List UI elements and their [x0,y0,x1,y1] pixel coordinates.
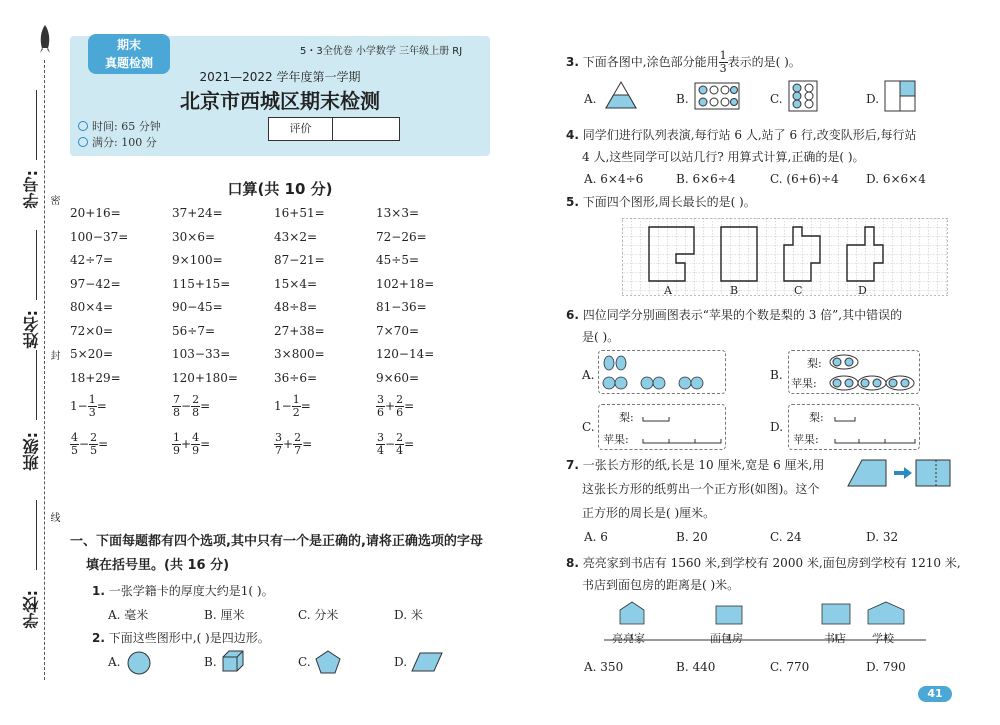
q6-picture-a [598,350,726,394]
q6-picture-b [788,350,920,394]
q3-option-d: D. [866,92,880,106]
q6-d-apple-label: 苹果: [793,433,819,446]
q5-label-a: A [664,284,672,297]
oral-item: 103−33= [172,347,231,361]
badge-line2: 真题检测 [104,56,153,70]
fraction-item: $\frac{7}{8}$ − $\frac{2}{8}$ = [173,393,211,419]
q8-line1: 8. 亮亮家到书店有 1560 米,到学校有 2000 米,面包房到学校有 1210 米, [566,556,961,570]
q6-line2: 是( )。 [582,330,620,344]
score-info: 满分: 100 分 [78,134,157,150]
oral-item: 18+29= [70,370,121,385]
q7-option-d: D. 32 [866,530,899,544]
oral-item: 90−45= [172,300,223,314]
oral-item: 115+15= [172,276,231,291]
q3-stem: 3. 下面各图中,涂色部分能用 $\frac{1}{3}$ 表示的是( )。 [566,49,801,75]
q2-option-d: D. [394,655,408,669]
oral-item: 72−26= [376,229,427,244]
square-split-figure [884,80,916,116]
q6-picture-c [598,404,726,450]
q7-line2: 这张长方形的纸剪出一个正方形(如图)。这个 [582,482,820,496]
page-title: 北京市西城区期末检测 [180,89,380,113]
cut-mark-seal: 密 [48,195,59,205]
circle-shape [126,650,152,680]
cut-mark-fold: 封 [48,350,59,360]
clock-icon [78,121,88,131]
q6-d-pear-label: 梨: [809,411,824,424]
oral-item: 72×0= [70,323,114,338]
q3-option-c: C. [770,92,783,106]
dots-grid-figure [694,82,740,114]
q4-line2: 4 人,这些同学可以站几行? 用算式计算,正确的是( )。 [582,150,865,164]
q3-option-a: A. [584,92,597,106]
q7-option-b: B. 20 [676,530,708,544]
evaluation-label: 评价 [269,118,333,140]
pentagon-shape [314,649,342,679]
place-bakery: 面包房 [710,632,743,645]
student-no-line [36,90,37,160]
q6-line1: 6. 四位同学分别画图表示“苹果的个数是梨的 3 倍”,其中错误的 [566,308,903,322]
place-home: 亮亮家 [612,632,645,645]
oral-item: 87−21= [274,253,325,267]
name-label: 姓名: [22,310,41,349]
oral-item: 45÷5= [376,253,420,267]
oral-item: 27+38= [274,323,325,338]
q2-stem: 2. 下面这些图形中,( )是四边形。 [92,631,270,645]
rocket-icon [38,24,52,58]
evaluation-box [268,117,400,141]
q1-option-a: A. 毫米 [108,608,149,622]
fraction-item: $\frac{3}{7}$ + $\frac{2}{7}$ = [275,431,313,457]
class-line [36,350,37,420]
parallelogram-shape [410,651,444,677]
q7-option-c: C. 24 [770,530,802,544]
q4-option-c: C. (6+6)÷4 [770,172,839,186]
q6-b-apple-label: 苹果: [791,377,817,390]
q6-option-d: D. [770,420,784,434]
oral-item: 120+180= [172,370,238,385]
binding-dashed-line [44,60,45,680]
oral-item: 100−37= [70,229,129,244]
q8-option-d: D. 790 [866,660,906,674]
page-number: 41 [918,686,952,702]
class-label: 班级: [22,432,41,471]
q6-c-apple-label: 苹果: [603,433,629,446]
check-icon [78,137,88,147]
oral-item: 42÷7= [70,253,114,267]
time-info: 时间: 65 分钟 [78,118,161,134]
q6-b-pear-label: 梨: [807,357,822,370]
oral-item: 43×2= [274,229,318,244]
oral-item: 16+51= [274,206,325,220]
q8-option-c: C. 770 [770,660,810,674]
q4-option-b: B. 6×6÷4 [676,172,736,186]
q3-option-b: B. [676,92,689,106]
q4-option-a: A. 6×4÷6 [584,172,644,186]
q1-option-c: C. 分米 [298,608,339,622]
oral-item: 48÷8= [274,300,318,314]
triangle-figure [604,80,638,114]
section1-title-line1: 一、下面每题都有四个选项,其中只有一个是正确的,请将正确选项的字母 [70,534,483,549]
oral-item: 15×4= [274,276,318,291]
term-label: 2021—2022 学年度第一学期 [199,70,361,84]
cut-mark-line: 线 [48,512,59,522]
oral-item: 20+16= [70,206,121,220]
oral-item: 7×70= [376,323,420,338]
q1-option-d: D. 米 [394,608,423,622]
fraction-item: $\frac{1}{9}$ + $\frac{4}{9}$ = [173,431,211,457]
q6-c-pear-label: 梨: [619,411,634,424]
q8-option-a: A. 350 [584,660,624,674]
q4-line1: 4. 同学们进行队列表演,每行站 6 人,站了 6 行,改变队形后,每行站 [566,128,917,142]
school-label: 学校: [22,590,41,629]
oral-item: 81−36= [376,300,427,314]
q7-option-a: A. 6 [584,530,608,544]
place-bookstore: 书店 [824,632,846,645]
section1-title-line2: 填在括号里。(共 16 分) [86,558,230,573]
oral-item: 80×4= [70,300,114,314]
oral-item: 3×800= [274,347,325,361]
q1-stem: 1. 一张学籍卡的厚度大约是1( )。 [92,584,274,598]
series-info: 5・3全优卷 小学数学 三年级上册 RJ [300,46,463,57]
q6-option-b: B. [770,368,783,382]
cube-shape [220,648,246,678]
q6-option-c: C. [582,420,595,434]
q5-stem: 5. 下面四个图形,周长最长的是( )。 [566,195,756,209]
student-no-label: 学号: [22,170,41,209]
q7-line3: 正方形的周长是( )厘米。 [582,506,716,520]
q2-option-a: A. [108,655,121,669]
fraction-item: 1− $\frac{1}{3}$ = [70,393,107,419]
q8-option-b: B. 440 [676,660,716,674]
q5-label-b: B [730,284,739,297]
paper-fold-figure [846,458,952,492]
q6-picture-d [788,404,920,450]
q5-label-c: C [794,284,803,297]
q2-option-c: C. [298,655,311,669]
oral-item: 37+24= [172,206,223,220]
q1-option-b: B. 厘米 [204,608,245,622]
oral-item: 13×3= [376,206,420,220]
oral-item: 9×100= [172,253,223,267]
school-line [36,500,37,570]
place-school: 学校 [872,632,894,645]
q4-option-d: D. 6×6×4 [866,172,926,186]
q7-line1: 7. 一张长方形的纸,长是 10 厘米,宽是 6 厘米,用 [566,458,825,472]
oral-item: 120−14= [376,347,435,361]
fraction-item: 1− $\frac{1}{2}$ = [274,393,311,419]
oral-item: 102+18= [376,276,435,291]
q5-label-d: D [858,284,867,297]
oral-item: 9×60= [376,370,420,385]
oral-item: 30×6= [172,229,216,244]
oral-item: 36÷6= [274,370,318,385]
name-line [36,230,37,300]
oral-item: 97−42= [70,276,121,291]
fraction-item: $\frac{4}{5}$ − $\frac{2}{5}$ = [71,431,109,457]
q6-option-a: A. [582,368,595,382]
fraction-item: $\frac{3}{4}$ − $\frac{2}{4}$ = [377,431,415,457]
q8-line2: 书店到面包房的距离是( )米。 [582,578,740,592]
badge-line1: 期末 [116,38,141,52]
oral-item: 5×20= [70,347,114,361]
fraction-item: $\frac{3}{6}$ + $\frac{2}{6}$ = [377,393,415,419]
oral-item: 56÷7= [172,323,216,338]
dots-column-figure [788,80,818,116]
oral-section-title: 口算(共 10 分) [227,180,333,198]
q2-option-b: B. [204,655,217,669]
